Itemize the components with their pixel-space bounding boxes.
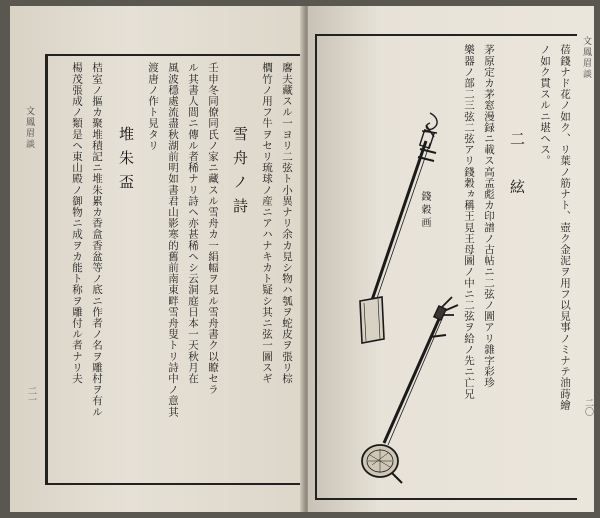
left-page <box>10 6 306 512</box>
right-page <box>308 6 594 512</box>
right-running-head: 文鳳眉談 <box>581 36 591 80</box>
text-column: 壬申冬同僚同氏ノ家ニ藏スル雪舟カ一絹幅ヲ見ル雪舟書ク以瞭セラ <box>207 62 219 395</box>
text-column: 楊茂張成ノ類是ヘ東山殿ノ御物ニ成ヲカ能ト称ヲ雕付ル者ナリ夫 <box>71 62 83 384</box>
text-column: 蓓錢ナド花ノ如ク、リ葉ノ筋ナト、壺ク金泥ヲ用フ以見事ノミナテ油蒔繪 <box>559 44 571 411</box>
section-title-tsuishu-cup: 堆朱盃 <box>117 126 135 198</box>
right-text-frame <box>315 34 577 500</box>
two-string-instrument-illustration <box>342 111 462 501</box>
text-column: ル其書人間ニ傳ル者稀ナリ詩ヘ亦甚稀ヘシ云洞庭日本一天秋月在 <box>187 62 199 384</box>
text-column: 風波穩處流盡秋湖前明如書君山影寒的舊前南東畔雪舟叟トリ詩中ノ意其 <box>167 62 179 418</box>
left-page-number: 二一 <box>26 386 36 404</box>
text-column: 茅原定カ茅窓漫録ニ載ス高孟彪カ印譜ノ古帖ニ二弦ノ圖アリ雜字彩珍 <box>483 44 495 389</box>
instrument-one-drawing <box>360 113 437 343</box>
text-column: 樂器ノ部二三弦二弦アリ錢穀ヵ稱王見王母圖ノ中ニ二弦ヲ給ノ先ニ亡兄 <box>463 44 475 400</box>
illustration-caption: 錢穀画 <box>419 191 430 230</box>
text-column: 櫚竹ノ用フ牛ヲセリ琉球ノ産ニアハナキカト疑シ其ニ弦一圖スギ <box>261 62 273 384</box>
right-page-number: 二〇 <box>583 398 593 416</box>
text-column: 渡唐ノ作ト見タリ <box>147 62 159 151</box>
text-column: ノ如ク貫スルニ堪ヘス。 <box>539 44 551 167</box>
text-column: 黁夫藏スル一ヨリ二弦ト小異ナリ余カ見シ物ハ瓠ヲ蛇皮ヲ張リ棕 <box>281 62 293 384</box>
left-text-frame <box>45 54 305 485</box>
section-title-sesshu-poem: 雪舟ノ詩 <box>231 126 249 222</box>
text-column: 桔室ノ摳カ聚堆積記ニ堆朱累カ香盒香盆等ノ底ニ作者ノ名ヲ雕村ヲ有ル <box>91 62 103 418</box>
left-running-head: 文鳳眉談 <box>24 106 34 150</box>
section-title-two-strings: 二 絃 <box>508 131 526 203</box>
